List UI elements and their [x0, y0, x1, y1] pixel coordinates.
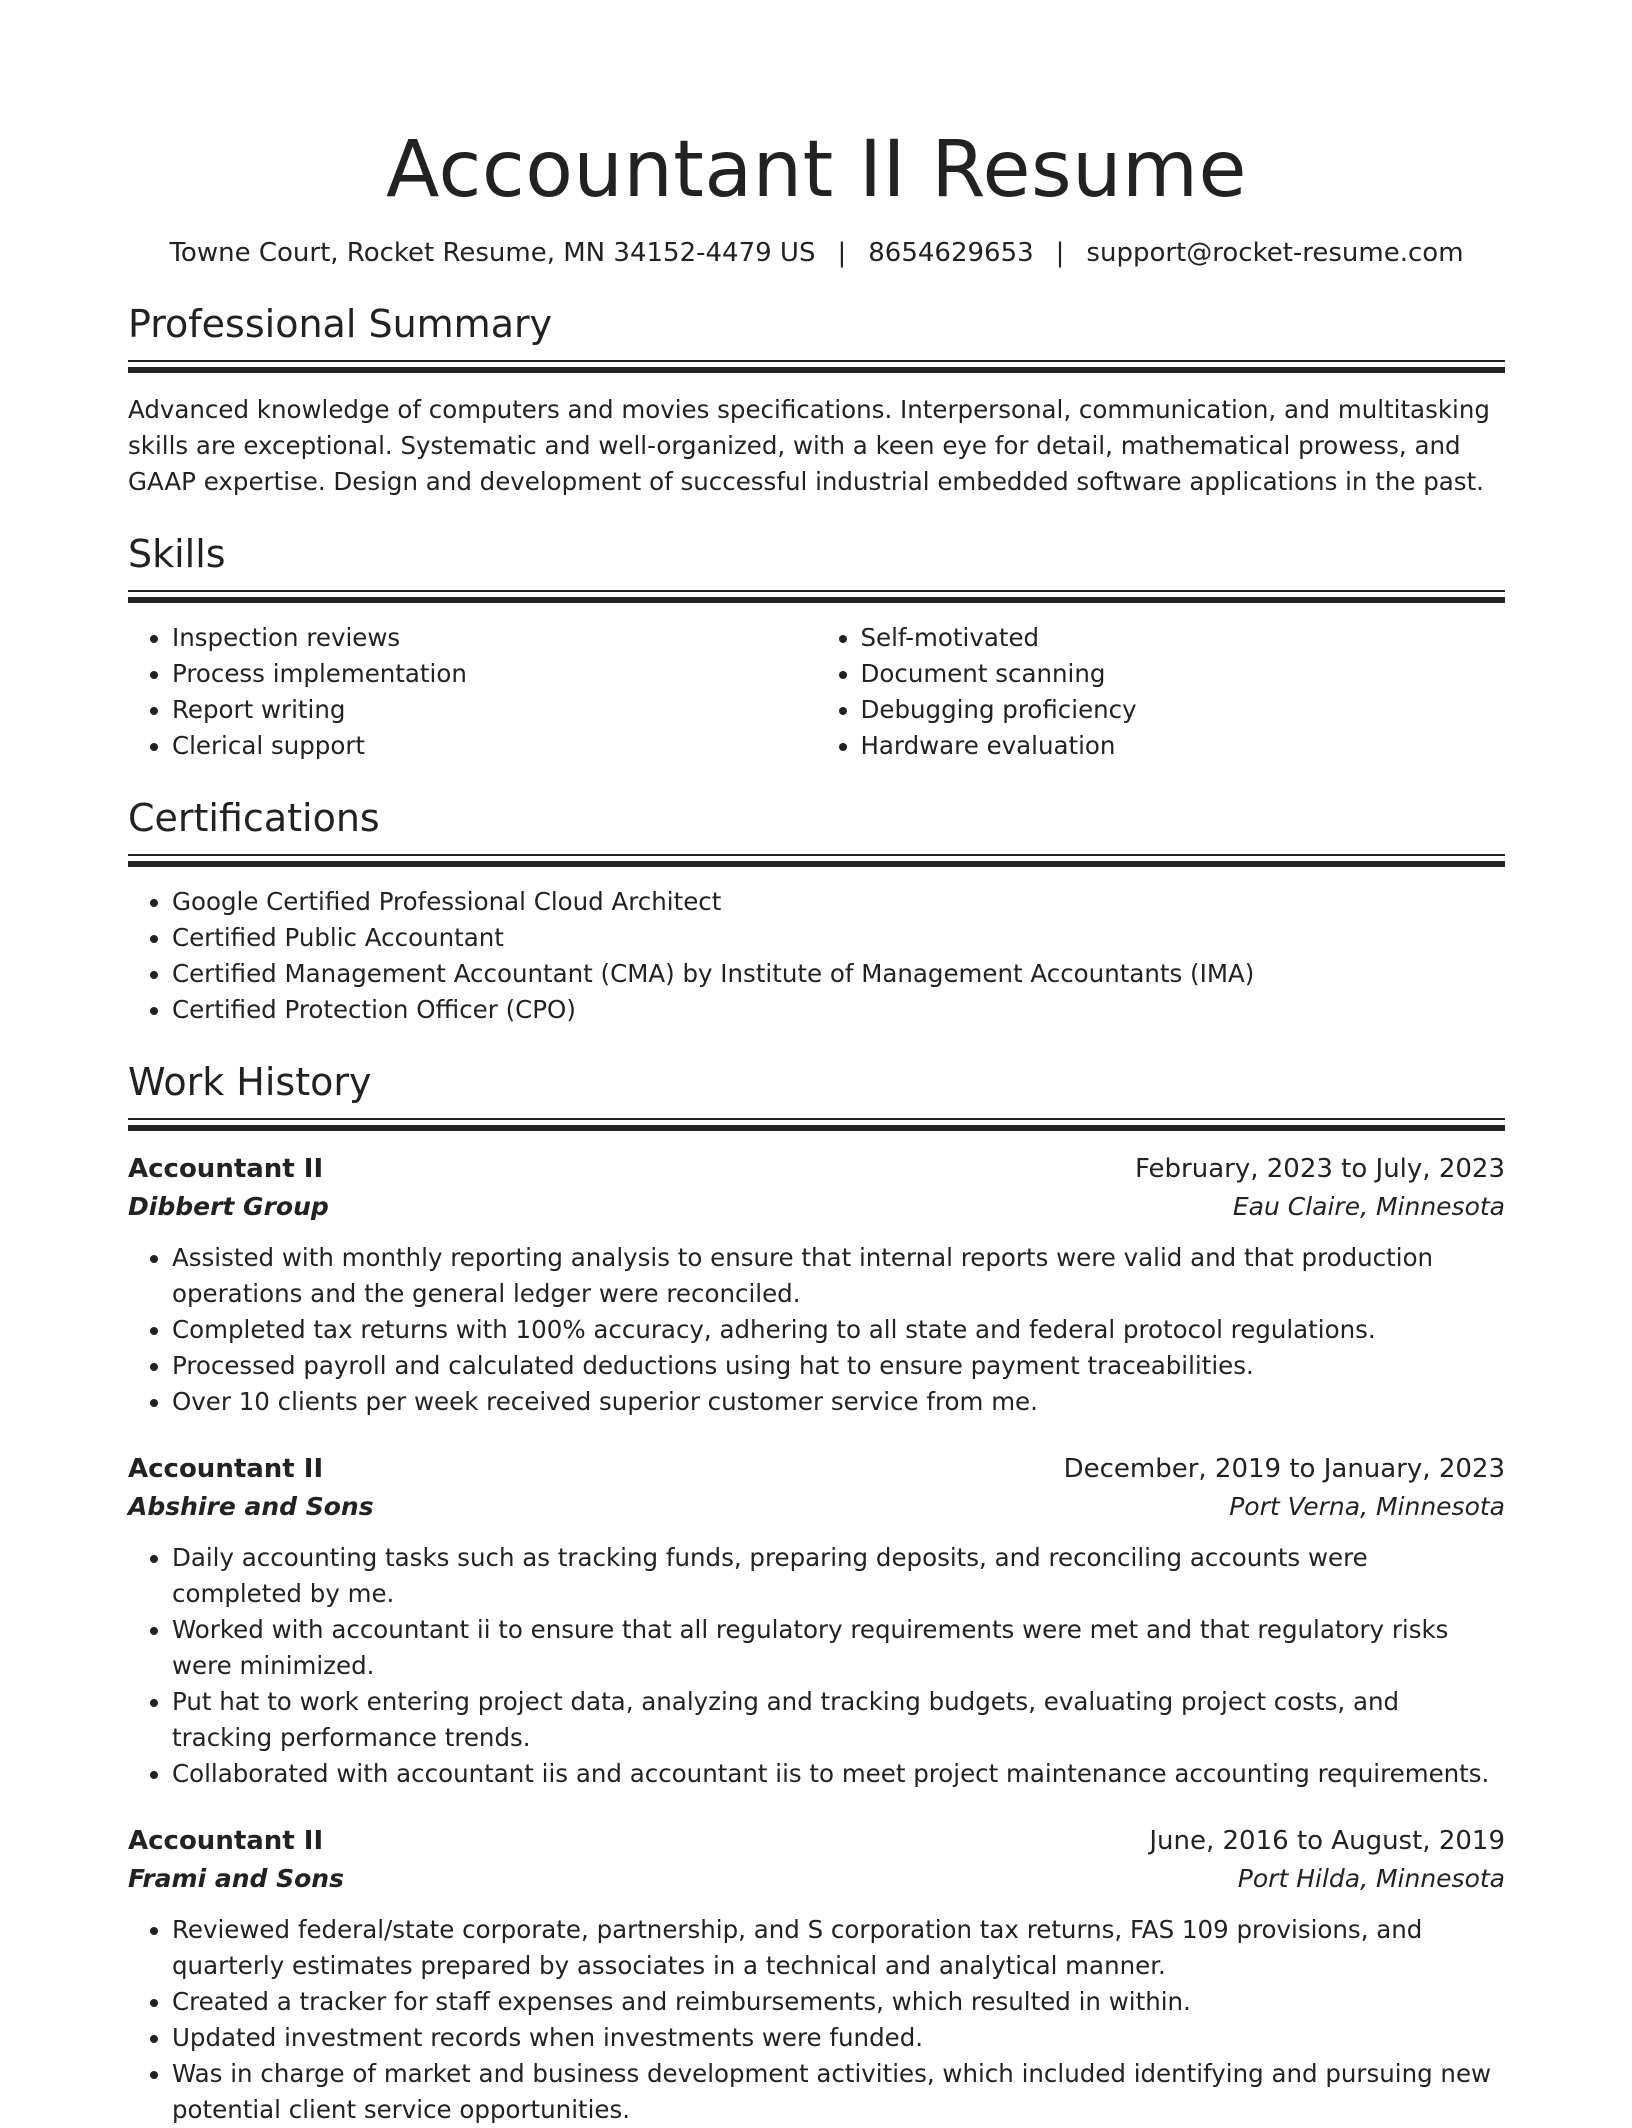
job-title: Accountant II — [128, 1826, 324, 1856]
contact-line — [128, 236, 1505, 270]
skills-heading: Skills — [128, 532, 226, 576]
resume-title: Accountant II Resume — [385, 125, 1248, 215]
job-bullet: • Completed tax returns with 100% accuracy, adhering to all state and federal protocol regulations. — [172, 1312, 1505, 1348]
skill-item: • Hardware evaluation — [861, 728, 1506, 764]
job-bullet: • Assisted with monthly reporting analysis to ensure that internal reports were valid and that production operations and the general ledger were reconciled. — [172, 1240, 1505, 1312]
job-bullet: • Collaborated with accountant iis and accountant iis to meet project maintenance accounting requirements. — [172, 1756, 1505, 1792]
skills-section — [128, 530, 1505, 764]
skill-item: • Clerical support — [172, 728, 817, 764]
certification-item: • Certified Protection Officer (CPO) — [172, 992, 1505, 1028]
job-dates: June, 2016 to August, 2019 — [1149, 1826, 1505, 1856]
summary-section — [128, 300, 1505, 500]
job-dates: February, 2023 to July, 2023 — [1135, 1154, 1505, 1184]
work-history-section — [128, 1058, 1505, 2128]
section-divider — [128, 360, 1505, 372]
job-title: Accountant II — [128, 1154, 324, 1184]
job-bullet: • Daily accounting tasks such as tracking funds, preparing deposits, and reconciling accounts were completed by me. — [172, 1540, 1505, 1612]
skill-item: • Document scanning — [861, 656, 1506, 692]
job-entry — [128, 1150, 1505, 1420]
certifications-heading: Certifications — [128, 796, 380, 840]
job-bullets — [128, 1540, 1505, 1792]
job-location: Eau Claire, Minnesota — [1232, 1192, 1505, 1221]
job-bullet: • Was in charge of market and business development activities, which included identifying and pursuing new potential client service opportunities. — [172, 2056, 1505, 2128]
contact-separator: | — [837, 238, 847, 268]
section-divider — [128, 1118, 1505, 1130]
certification-item: • Certified Management Accountant (CMA) by Institute of Management Accountants (IMA) — [172, 956, 1505, 992]
job-bullet: • Put hat to work entering project data, analyzing and tracking budgets, evaluating project costs, and tracking performance trends. — [172, 1684, 1505, 1756]
skill-item: • Report writing — [172, 692, 817, 728]
job-company: Abshire and Sons — [128, 1492, 374, 1521]
work-history-heading: Work History — [128, 1060, 372, 1104]
section-divider — [128, 590, 1505, 602]
job-location: Port Hilda, Minnesota — [1237, 1864, 1505, 1893]
certifications-list — [128, 884, 1505, 1028]
job-title: Accountant II — [128, 1454, 324, 1484]
job-bullets — [128, 1240, 1505, 1420]
skill-item: • Inspection reviews — [172, 620, 817, 656]
summary-heading: Professional Summary — [128, 302, 553, 346]
job-bullet: • Processed payroll and calculated deductions using hat to ensure payment traceabilities. — [172, 1348, 1505, 1384]
skills-list-right — [817, 620, 1506, 764]
job-bullet: • Over 10 clients per week received superior customer service from me. — [172, 1384, 1505, 1420]
certifications-section — [128, 794, 1505, 1028]
section-divider — [128, 854, 1505, 866]
job-entry — [128, 1450, 1505, 1792]
job-entry — [128, 1822, 1505, 2128]
skills-grid — [128, 620, 1505, 764]
job-company: Frami and Sons — [128, 1864, 344, 1893]
job-bullets — [128, 1912, 1505, 2128]
skill-item: • Self-motivated — [861, 620, 1506, 656]
summary-text: Advanced knowledge of computers and movies specifications. Interpersonal, communication, and multitasking skills are exceptional. Systematic and well-organized, with a keen eye for detail, mathematical prowess, and GAAP expertise. Design and development of successful industrial embedded software applications in the past. — [128, 395, 1490, 496]
job-bullet: • Reviewed federal/state corporate, partnership, and S corporation tax returns, FAS 109 provisions, and quarterly estimates prepared by associates in a technical and analytical manner. — [172, 1912, 1505, 1984]
job-company: Dibbert Group — [128, 1192, 329, 1221]
certification-item: • Certified Public Accountant — [172, 920, 1505, 956]
job-bullet: • Created a tracker for staff expenses and reimbursements, which resulted in within. — [172, 1984, 1505, 2020]
job-location: Port Verna, Minnesota — [1229, 1492, 1505, 1521]
resume-page — [128, 0, 1505, 2128]
job-bullet: • Worked with accountant ii to ensure that all regulatory requirements were met and that regulatory risks were minimized. — [172, 1612, 1505, 1684]
contact-separator: | — [1055, 238, 1065, 268]
skill-item: • Debugging proficiency — [861, 692, 1506, 728]
job-dates: December, 2019 to January, 2023 — [1063, 1454, 1505, 1484]
certification-item: • Google Certified Professional Cloud Architect — [172, 884, 1505, 920]
skill-item: • Process implementation — [172, 656, 817, 692]
contact-phone: 8654629653 — [868, 238, 1034, 268]
contact-email: support@rocket-resume.com — [1086, 238, 1464, 268]
job-bullet: • Updated investment records when investments were funded. — [172, 2020, 1505, 2056]
skills-list-left — [128, 620, 817, 764]
contact-address: Towne Court, Rocket Resume, MN 34152-4479 US — [169, 238, 816, 268]
